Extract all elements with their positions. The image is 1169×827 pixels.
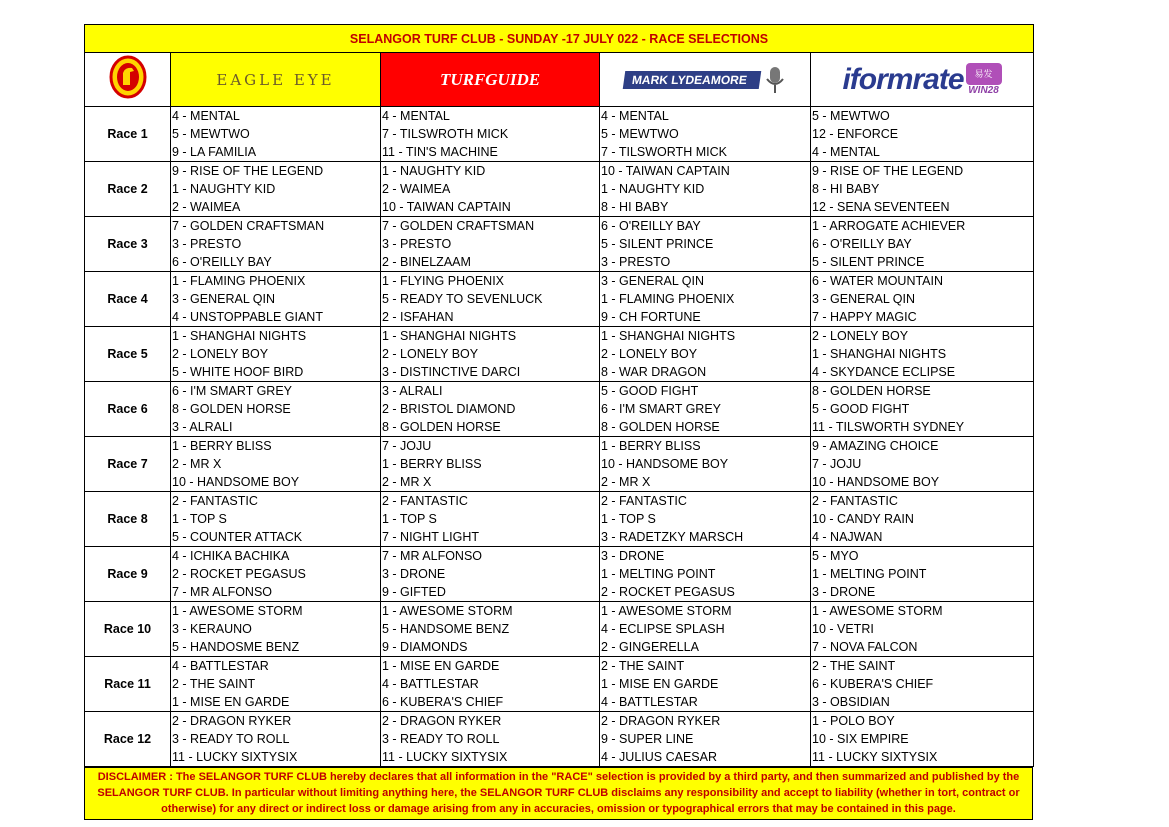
selection-cell: 1 - SHANGHAI NIGHTS	[171, 327, 381, 346]
race-row	[85, 602, 1034, 621]
selection-cell: 4 - BATTLESTAR	[171, 657, 381, 676]
selection-cell: 2 - FANTASTIC	[381, 492, 600, 511]
selection-cell: 5 - GOOD FIGHT	[811, 400, 1034, 418]
mark-lydeamore-logo-text: MARK LYDEAMORE	[623, 71, 762, 89]
selection-cell: 5 - SILENT PRINCE	[600, 235, 811, 253]
race-row	[85, 235, 1034, 253]
selection-cell: 9 - AMAZING CHOICE	[811, 437, 1034, 456]
race-row	[85, 712, 1034, 731]
selection-cell: 7 - NIGHT LIGHT	[381, 528, 600, 547]
selection-cell: 5 - MYO	[811, 547, 1034, 566]
race-row	[85, 693, 1034, 712]
race-label: Race 9	[85, 547, 171, 602]
win28-text: WIN28	[968, 85, 999, 96]
selection-cell: 8 - WAR DRAGON	[600, 363, 811, 382]
race-label: Race 8	[85, 492, 171, 547]
race-row	[85, 382, 1034, 401]
selection-cell: 1 - NAUGHTY KID	[381, 162, 600, 181]
selection-cell: 9 - SUPER LINE	[600, 730, 811, 748]
race-label: Race 3	[85, 217, 171, 272]
selection-cell: 1 - MISE EN GARDE	[381, 657, 600, 676]
selection-cell: 8 - GOLDEN HORSE	[600, 418, 811, 437]
selection-cell: 4 - MENTAL	[600, 107, 811, 126]
selection-cell: 1 - TOP S	[381, 510, 600, 528]
selection-cell: 1 - BERRY BLISS	[171, 437, 381, 456]
stc-horse-logo-icon	[109, 55, 147, 99]
selection-cell: 2 - ROCKET PEGASUS	[171, 565, 381, 583]
selection-cell: 7 - HAPPY MAGIC	[811, 308, 1034, 327]
race-row	[85, 547, 1034, 566]
selection-cell: 3 - KERAUNO	[171, 620, 381, 638]
selection-cell: 6 - O'REILLY BAY	[171, 253, 381, 272]
race-row	[85, 638, 1034, 657]
selection-cell: 2 - FANTASTIC	[171, 492, 381, 511]
selection-cell: 1 - NAUGHTY KID	[600, 180, 811, 198]
selection-cell: 5 - SILENT PRINCE	[811, 253, 1034, 272]
race-row	[85, 473, 1034, 492]
race-row	[85, 657, 1034, 676]
selection-cell: 2 - DRAGON RYKER	[600, 712, 811, 731]
race-row	[85, 528, 1034, 547]
race-row	[85, 400, 1034, 418]
selection-cell: 8 - GOLDEN HORSE	[171, 400, 381, 418]
selection-cell: 1 - SHANGHAI NIGHTS	[811, 345, 1034, 363]
selection-cell: 1 - MISE EN GARDE	[171, 693, 381, 712]
selection-cell: 8 - GOLDEN HORSE	[811, 382, 1034, 401]
selection-cell: 3 - PRESTO	[600, 253, 811, 272]
selection-cell: 2 - WAIMEA	[171, 198, 381, 217]
selection-cell: 5 - GOOD FIGHT	[600, 382, 811, 401]
selection-cell: 7 - NOVA FALCON	[811, 638, 1034, 657]
selection-cell: 2 - FANTASTIC	[811, 492, 1034, 511]
race-row	[85, 198, 1034, 217]
race-row	[85, 290, 1034, 308]
race-label: Race 2	[85, 162, 171, 217]
selection-cell: 1 - FLYING PHOENIX	[381, 272, 600, 291]
selection-cell: 7 - TILSWORTH MICK	[600, 143, 811, 162]
selection-cell: 2 - GINGERELLA	[600, 638, 811, 657]
selection-cell: 3 - DISTINCTIVE DARCI	[381, 363, 600, 382]
selection-cell: 1 - MELTING POINT	[811, 565, 1034, 583]
race-row	[85, 345, 1034, 363]
selection-cell: 2 - BINELZAAM	[381, 253, 600, 272]
selection-cell: 10 - VETRI	[811, 620, 1034, 638]
eagle-eye-logo-cell	[171, 53, 381, 107]
stc-logo-cell	[85, 53, 171, 107]
race-row	[85, 565, 1034, 583]
selection-cell: 4 - MENTAL	[171, 107, 381, 126]
race-label: Race 1	[85, 107, 171, 162]
selection-cell: 2 - BRISTOL DIAMOND	[381, 400, 600, 418]
selection-cell: 7 - MR ALFONSO	[381, 547, 600, 566]
selection-cell: 1 - AWESOME STORM	[171, 602, 381, 621]
selection-cell: 9 - CH FORTUNE	[600, 308, 811, 327]
selection-cell: 10 - HANDSOME BOY	[600, 455, 811, 473]
selection-cell: 12 - ENFORCE	[811, 125, 1034, 143]
selection-cell: 5 - MEWTWO	[811, 107, 1034, 126]
race-row	[85, 363, 1034, 382]
selection-cell: 9 - LA FAMILIA	[171, 143, 381, 162]
selection-cell: 2 - THE SAINT	[600, 657, 811, 676]
selection-cell: 8 - HI BABY	[811, 180, 1034, 198]
selection-cell: 10 - CANDY RAIN	[811, 510, 1034, 528]
selection-cell: 1 - POLO BOY	[811, 712, 1034, 731]
selection-cell: 1 - BERRY BLISS	[600, 437, 811, 456]
race-label: Race 5	[85, 327, 171, 382]
selection-cell: 1 - SHANGHAI NIGHTS	[381, 327, 600, 346]
race-row	[85, 675, 1034, 693]
race-row	[85, 107, 1034, 126]
eagle-eye-logo	[171, 53, 380, 106]
selection-cell: 3 - PRESTO	[171, 235, 381, 253]
race-label: Race 4	[85, 272, 171, 327]
selection-cell: 1 - MISE EN GARDE	[600, 675, 811, 693]
selection-cell: 3 - GENERAL QIN	[811, 290, 1034, 308]
selection-cell: 2 - LONELY BOY	[600, 345, 811, 363]
race-row	[85, 583, 1034, 602]
race-row	[85, 253, 1034, 272]
selection-cell: 3 - DRONE	[600, 547, 811, 566]
selection-cell: 10 - TAIWAN CAPTAIN	[600, 162, 811, 181]
race-label: Race 7	[85, 437, 171, 492]
horse-jockey-icon: 易发	[966, 63, 1002, 85]
turfguide-logo-text: TURFGUIDE	[439, 69, 541, 89]
selection-cell: 1 - TOP S	[171, 510, 381, 528]
race-row	[85, 748, 1034, 767]
selection-cell: 9 - RISE OF THE LEGEND	[171, 162, 381, 181]
race-row	[85, 510, 1034, 528]
selection-cell: 3 - DRONE	[811, 583, 1034, 602]
selection-cell: 2 - MR X	[171, 455, 381, 473]
selection-cell: 9 - GIFTED	[381, 583, 600, 602]
selection-cell: 4 - MENTAL	[381, 107, 600, 126]
selection-cell: 1 - ARROGATE ACHIEVER	[811, 217, 1034, 236]
race-row	[85, 418, 1034, 437]
race-row	[85, 162, 1034, 181]
selection-cell: 8 - HI BABY	[600, 198, 811, 217]
selection-cell: 1 - AWESOME STORM	[811, 602, 1034, 621]
selection-cell: 9 - RISE OF THE LEGEND	[811, 162, 1034, 181]
iformrate-logo-text: iformrate	[842, 62, 964, 96]
selection-cell: 1 - FLAMING PHOENIX	[600, 290, 811, 308]
selection-cell: 5 - WHITE HOOF BIRD	[171, 363, 381, 382]
disclaimer: DISCLAIMER : The SELANGOR TURF CLUB hereby declares that all information in the "RACE" selection is provided by a third party, and then summarized and published by the SELANGOR TURF CLUB. In particular without limiting anything here, the SELANGOR TURF CLUB disclaims any responsibility and accept to liability (whether in tort, contract or otherwise) for any direct or indirect loss or damage arising from any in accuracies, omission or typographical errors that may be contained in this page.	[84, 767, 1033, 820]
selection-cell: 4 - UNSTOPPABLE GIANT	[171, 308, 381, 327]
race-row	[85, 437, 1034, 456]
page-title: SELANGOR TURF CLUB - SUNDAY -17 JULY 022 - RACE SELECTIONS	[85, 25, 1034, 53]
selection-cell: 11 - LUCKY SIXTYSIX	[811, 748, 1034, 767]
selection-cell: 2 - THE SAINT	[171, 675, 381, 693]
selection-cell: 6 - O'REILLY BAY	[600, 217, 811, 236]
mark-lydeamore-logo-cell	[600, 53, 811, 107]
eagle-eye-logo-text: EAGLE EYE	[216, 70, 335, 89]
selection-cell: 6 - I'M SMART GREY	[171, 382, 381, 401]
selection-cell: 3 - PRESTO	[381, 235, 600, 253]
selection-cell: 1 - TOP S	[600, 510, 811, 528]
selection-cell: 10 - SIX EMPIRE	[811, 730, 1034, 748]
selection-cell: 3 - READY TO ROLL	[381, 730, 600, 748]
selection-cell: 3 - GENERAL QIN	[600, 272, 811, 291]
selection-cell: 6 - WATER MOUNTAIN	[811, 272, 1034, 291]
selection-cell: 11 - TIN'S MACHINE	[381, 143, 600, 162]
turfguide-logo-cell	[381, 53, 600, 107]
selection-cell: 12 - SENA SEVENTEEN	[811, 198, 1034, 217]
selection-cell: 1 - NAUGHTY KID	[171, 180, 381, 198]
selection-cell: 6 - KUBERA'S CHIEF	[381, 693, 600, 712]
selection-cell: 7 - GOLDEN CRAFTSMAN	[171, 217, 381, 236]
race-row	[85, 180, 1034, 198]
mark-lydeamore-logo	[600, 53, 810, 106]
microphone-icon	[764, 65, 786, 95]
selection-cell: 2 - ROCKET PEGASUS	[600, 583, 811, 602]
selection-cell: 8 - GOLDEN HORSE	[381, 418, 600, 437]
selections-table	[84, 24, 1034, 767]
selection-cell: 4 - BATTLESTAR	[600, 693, 811, 712]
selection-cell: 7 - GOLDEN CRAFTSMAN	[381, 217, 600, 236]
selection-cell: 2 - ISFAHAN	[381, 308, 600, 327]
selection-cell: 2 - MR X	[600, 473, 811, 492]
selection-cell: 7 - JOJU	[811, 455, 1034, 473]
race-row	[85, 125, 1034, 143]
selection-cell: 11 - LUCKY SIXTYSIX	[171, 748, 381, 767]
selection-cell: 2 - THE SAINT	[811, 657, 1034, 676]
race-label: Race 12	[85, 712, 171, 767]
turfguide-logo	[381, 53, 599, 106]
selection-cell: 1 - SHANGHAI NIGHTS	[600, 327, 811, 346]
selection-cell: 6 - KUBERA'S CHIEF	[811, 675, 1034, 693]
selection-cell: 3 - GENERAL QIN	[171, 290, 381, 308]
selection-cell: 5 - MEWTWO	[600, 125, 811, 143]
selection-cell: 4 - ECLIPSE SPLASH	[600, 620, 811, 638]
selection-cell: 2 - LONELY BOY	[381, 345, 600, 363]
selection-cell: 3 - ALRALI	[381, 382, 600, 401]
selection-cell: 4 - MENTAL	[811, 143, 1034, 162]
race-label: Race 10	[85, 602, 171, 657]
iformrate-logo	[811, 53, 1033, 106]
selection-cell: 4 - NAJWAN	[811, 528, 1034, 547]
selection-cell: 1 - MELTING POINT	[600, 565, 811, 583]
selection-cell: 4 - ICHIKA BACHIKA	[171, 547, 381, 566]
selection-cell: 4 - JULIUS CAESAR	[600, 748, 811, 767]
race-row	[85, 143, 1034, 162]
selection-cell: 6 - I'M SMART GREY	[600, 400, 811, 418]
selection-cell: 2 - MR X	[381, 473, 600, 492]
selection-cell: 2 - LONELY BOY	[811, 327, 1034, 346]
win28-badge	[966, 63, 1002, 96]
selection-cell: 10 - HANDSOME BOY	[171, 473, 381, 492]
selection-cell: 7 - TILSWROTH MICK	[381, 125, 600, 143]
selection-cell: 5 - READY TO SEVENLUCK	[381, 290, 600, 308]
selection-cell: 2 - LONELY BOY	[171, 345, 381, 363]
selection-cell: 3 - OBSIDIAN	[811, 693, 1034, 712]
selection-cell: 5 - HANDSOME BENZ	[381, 620, 600, 638]
race-label: Race 6	[85, 382, 171, 437]
race-row	[85, 730, 1034, 748]
selection-cell: 2 - FANTASTIC	[600, 492, 811, 511]
selection-cell: 3 - RADETZKY MARSCH	[600, 528, 811, 547]
selection-cell: 6 - O'REILLY BAY	[811, 235, 1034, 253]
selection-cell: 1 - BERRY BLISS	[381, 455, 600, 473]
race-row	[85, 217, 1034, 236]
selection-cell: 7 - JOJU	[381, 437, 600, 456]
selection-cell: 1 - FLAMING PHOENIX	[171, 272, 381, 291]
selection-cell: 1 - AWESOME STORM	[600, 602, 811, 621]
race-row	[85, 620, 1034, 638]
selection-cell: 4 - BATTLESTAR	[381, 675, 600, 693]
iformrate-logo-cell	[811, 53, 1034, 107]
selection-cell: 2 - WAIMEA	[381, 180, 600, 198]
selection-cell: 1 - AWESOME STORM	[381, 602, 600, 621]
selection-cell: 11 - TILSWORTH SYDNEY	[811, 418, 1034, 437]
selection-cell: 3 - READY TO ROLL	[171, 730, 381, 748]
selection-cell: 10 - HANDSOME BOY	[811, 473, 1034, 492]
race-label: Race 11	[85, 657, 171, 712]
selection-cell: 2 - DRAGON RYKER	[381, 712, 600, 731]
selection-cell: 11 - LUCKY SIXTYSIX	[381, 748, 600, 767]
selection-cell: 3 - ALRALI	[171, 418, 381, 437]
race-row	[85, 455, 1034, 473]
selection-cell: 2 - DRAGON RYKER	[171, 712, 381, 731]
race-row	[85, 492, 1034, 511]
selection-cell: 9 - DIAMONDS	[381, 638, 600, 657]
selection-cell: 10 - TAIWAN CAPTAIN	[381, 198, 600, 217]
selection-cell: 3 - DRONE	[381, 565, 600, 583]
selection-cell: 4 - SKYDANCE ECLIPSE	[811, 363, 1034, 382]
selection-cell: 5 - COUNTER ATTACK	[171, 528, 381, 547]
race-row	[85, 327, 1034, 346]
race-row	[85, 308, 1034, 327]
selection-cell: 5 - MEWTWO	[171, 125, 381, 143]
race-row	[85, 272, 1034, 291]
selection-cell: 7 - MR ALFONSO	[171, 583, 381, 602]
race-selections-sheet	[84, 24, 1033, 820]
selection-cell: 5 - HANDOSME BENZ	[171, 638, 381, 657]
